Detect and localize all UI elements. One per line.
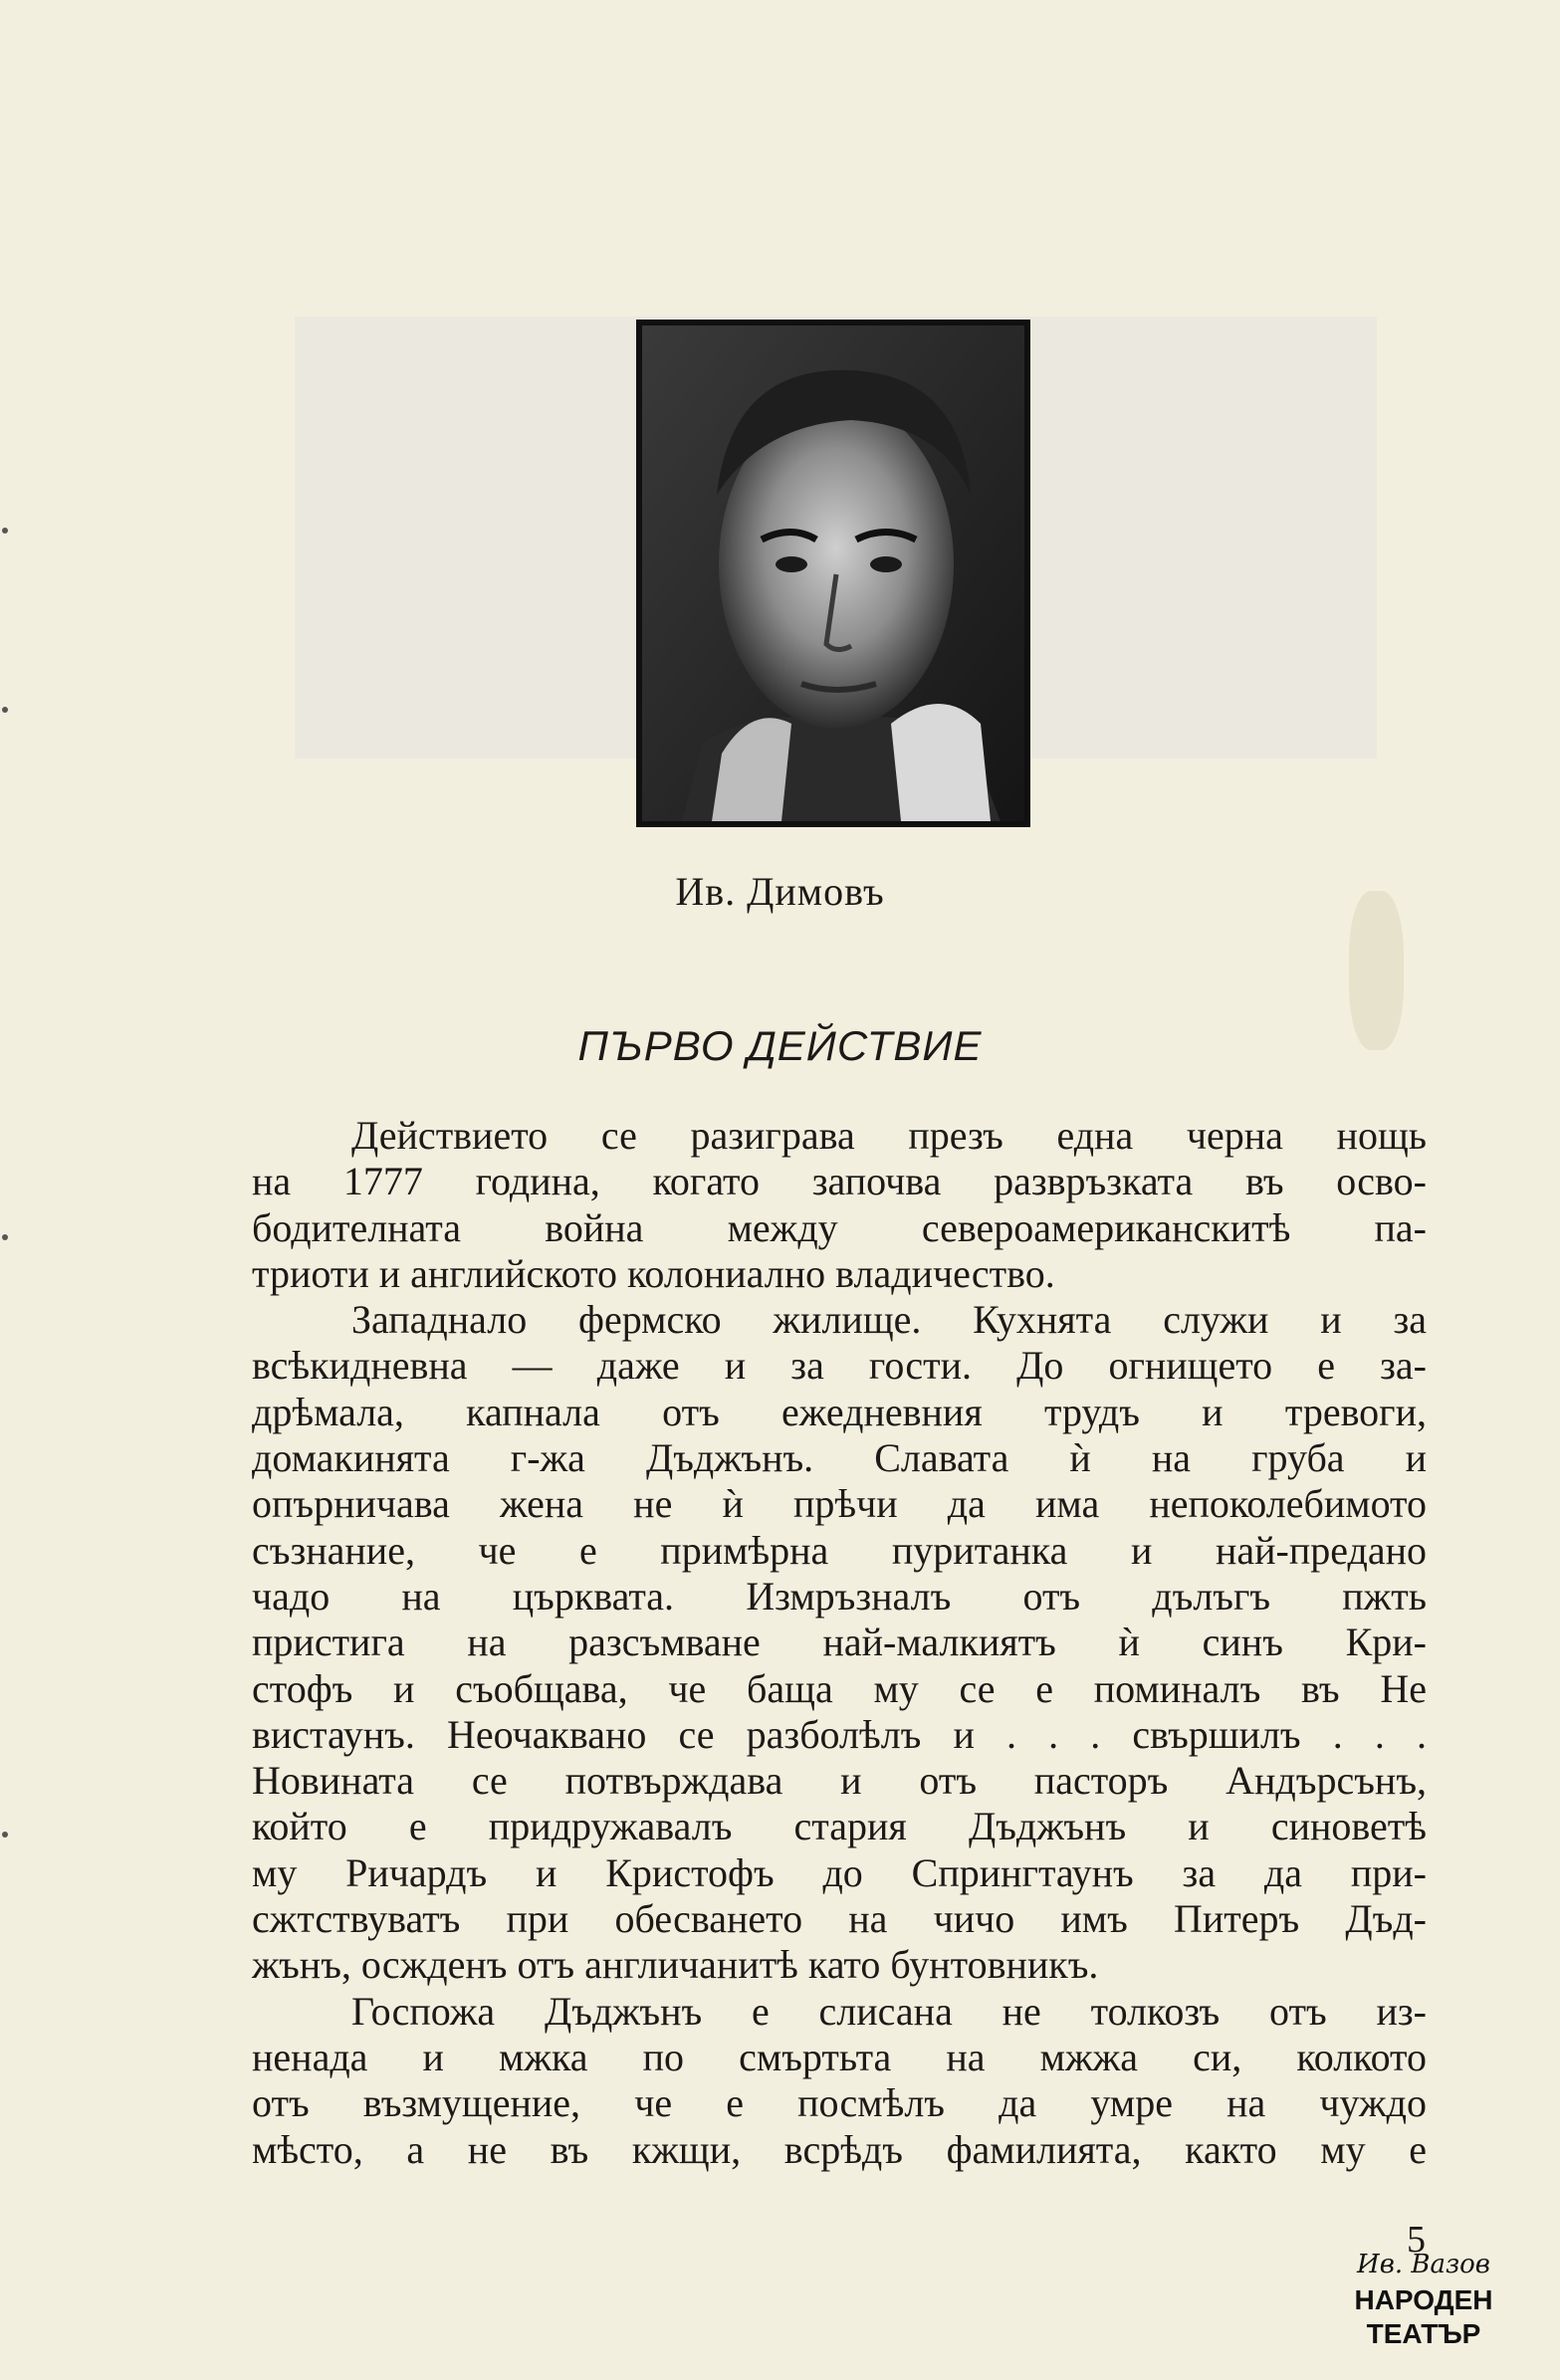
text-line: опърничава жена не ѝ прѣчи да има непоколебимото bbox=[252, 1481, 1427, 1527]
text-line: Западнало фермско жилище. Кухнята служи и за bbox=[351, 1297, 1427, 1343]
text-line: Действието се разиграва презъ една черна нощь bbox=[351, 1113, 1427, 1158]
text-line: Новината се потвърждава и отъ пасторъ Андърсънъ, bbox=[252, 1758, 1427, 1804]
portrait-image bbox=[642, 325, 1024, 821]
paragraph bbox=[252, 1297, 1427, 1988]
text-line: бодителната война между северoамериканскитѣ па- bbox=[252, 1204, 1427, 1250]
text-line: жънъ, осжденъ отъ англичанитѣ като бунтовникъ. bbox=[252, 1942, 1099, 1988]
text-line: сжтствуватъ при обесването на чичо имъ Питеръ Дъд- bbox=[252, 1896, 1427, 1942]
stamp-line-1: НАРОДЕН bbox=[1354, 2284, 1493, 2315]
binding-hole bbox=[2, 1832, 8, 1838]
text-line: Госпожа Дъджънъ е слисана не толкозъ отъ из- bbox=[351, 1988, 1427, 2034]
text-line: всѣкидневна — даже и за гости. До огнището е за- bbox=[252, 1343, 1427, 1389]
text-line: дрѣмала, капнала отъ ежедневния трудъ и тревоги, bbox=[252, 1389, 1427, 1434]
stamp-signature: Ив. Вазов bbox=[1357, 2250, 1490, 2279]
text-line: чадо на църквата. Измръзналъ отъ дълъгъ пжть bbox=[252, 1573, 1427, 1619]
text-line: на 1777 година, когато започва развръзката въ осво- bbox=[252, 1159, 1427, 1204]
text-line: ненада и мжка по смъртьта на мжжа си, колкото bbox=[252, 2034, 1427, 2079]
text-line: триоти и английското колониално владичество. bbox=[252, 1250, 1055, 1296]
stamp-line-2: ТЕАТЪР bbox=[1366, 2318, 1481, 2349]
paragraph bbox=[252, 1113, 1427, 1297]
binding-hole bbox=[2, 528, 8, 534]
page-number: 5 bbox=[1407, 2219, 1426, 2261]
text-line: който е придружавалъ стария Дъджънъ и синоветѣ bbox=[252, 1804, 1427, 1849]
theatre-stamp bbox=[1334, 2250, 1513, 2359]
text-line: съзнание, че е примѣрна пуританка и най-предано bbox=[252, 1527, 1427, 1573]
text-line: вистаунъ. Неочаквано се разболѣлъ и . . . свършилъ . . . bbox=[252, 1711, 1427, 1757]
body-text bbox=[252, 1113, 1427, 2173]
act-heading: ПЪРВО ДЕЙСТВИЕ bbox=[577, 1022, 983, 1069]
text-line: му Ричардъ и Кристофъ до Спрингтаунъ за да при- bbox=[252, 1849, 1427, 1895]
text-line: отъ възмущение, че е посмѣлъ да умре на чуждо bbox=[252, 2080, 1427, 2126]
binding-hole bbox=[2, 1234, 8, 1240]
portrait-caption: Ив. Димовъ bbox=[675, 869, 885, 914]
text-line: стофъ и съобщава, че баща му се е поминалъ въ Не bbox=[252, 1665, 1427, 1711]
portrait-photo bbox=[636, 320, 1030, 827]
text-line: мѣсто, а не въ кжщи, всрѣдъ фамилията, както му е bbox=[252, 2126, 1427, 2172]
text-line: пристига на разсъмване най-малкиятъ ѝ синъ Кри- bbox=[252, 1620, 1427, 1665]
text-line: домакинята г-жа Дъджънъ. Славата ѝ на груба и bbox=[252, 1435, 1427, 1481]
binding-hole bbox=[2, 707, 8, 713]
paragraph bbox=[252, 1989, 1427, 2173]
